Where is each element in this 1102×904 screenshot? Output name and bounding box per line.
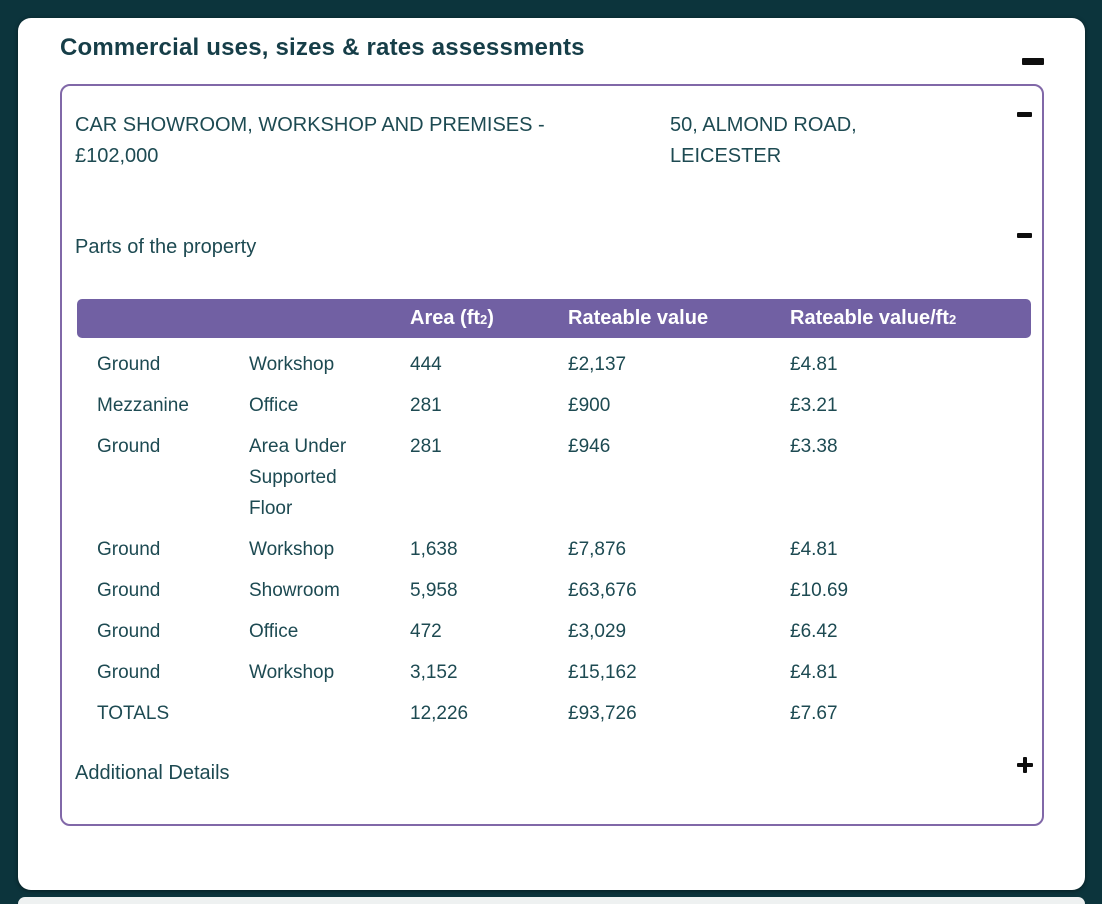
property-rateable-value: £102,000 bbox=[75, 145, 159, 167]
assessments-card bbox=[18, 18, 1085, 890]
cell-use: Workshop bbox=[249, 662, 335, 683]
table-row bbox=[77, 426, 1031, 529]
plus-icon bbox=[1017, 757, 1033, 773]
cell-rateable-value-per-ft: £3.21 bbox=[790, 395, 838, 416]
cell-area: 12,226 bbox=[410, 703, 469, 724]
cell-area: 281 bbox=[410, 436, 442, 457]
cell-use bbox=[249, 693, 410, 734]
cell-rateable-value-per-ft: £4.81 bbox=[790, 539, 838, 560]
cell-floor: TOTALS bbox=[97, 703, 170, 724]
cell-floor: Ground bbox=[97, 662, 161, 683]
cell-floor: Ground bbox=[97, 580, 161, 601]
cell-rateable-value-per-ft: £3.38 bbox=[790, 436, 838, 457]
page-title: Commercial uses, sizes & rates assessments bbox=[60, 34, 585, 61]
cell-rateable-value: £93,726 bbox=[568, 703, 637, 724]
parts-table bbox=[77, 299, 1031, 734]
collapse-parts-button[interactable] bbox=[1015, 231, 1034, 240]
cell-floor: Ground bbox=[97, 539, 161, 560]
next-card-top-edge bbox=[18, 897, 1085, 904]
table-header-rateable-value-per-ft: Rateable value/ft2 bbox=[790, 299, 1031, 338]
table-header-rateable-value: Rateable value bbox=[568, 299, 790, 338]
property-name: CAR SHOWROOM, WORKSHOP AND PREMISES - bbox=[75, 114, 545, 136]
cell-rateable-value: £3,029 bbox=[568, 621, 627, 642]
table-row bbox=[77, 385, 1031, 426]
minus-icon bbox=[1017, 112, 1032, 117]
table-row-totals bbox=[77, 693, 1031, 734]
cell-area: 3,152 bbox=[410, 662, 458, 683]
cell-rateable-value: £7,876 bbox=[568, 539, 627, 560]
cell-use: Area Under Supported Floor bbox=[249, 436, 347, 519]
cell-use: Office bbox=[249, 621, 299, 642]
cell-floor: Ground bbox=[97, 621, 161, 642]
table-row bbox=[77, 570, 1031, 611]
assessment-panel bbox=[60, 84, 1044, 826]
cell-area: 5,958 bbox=[410, 580, 458, 601]
cell-rateable-value-per-ft: £6.42 bbox=[790, 621, 838, 642]
cell-area: 1,638 bbox=[410, 539, 458, 560]
table-row bbox=[77, 338, 1031, 385]
minus-icon bbox=[1022, 58, 1044, 65]
cell-rateable-value: £946 bbox=[568, 436, 611, 457]
squared-symbol: 2 bbox=[948, 312, 957, 327]
expand-additional-details-button[interactable] bbox=[1015, 755, 1035, 775]
cell-floor: Ground bbox=[97, 436, 161, 457]
collapse-property-button[interactable] bbox=[1015, 110, 1034, 119]
cell-use: Workshop bbox=[249, 539, 335, 560]
table-row bbox=[77, 611, 1031, 652]
collapse-assessments-button[interactable] bbox=[1020, 56, 1046, 67]
squared-symbol: 2 bbox=[480, 312, 488, 327]
cell-rateable-value-per-ft: £4.81 bbox=[790, 354, 838, 375]
cell-floor: Mezzanine bbox=[97, 395, 189, 416]
cell-area: 281 bbox=[410, 395, 442, 416]
table-header-floor bbox=[77, 299, 249, 338]
table-header-row bbox=[77, 299, 1031, 338]
property-address: 50, ALMOND ROAD, LEICESTER bbox=[670, 114, 857, 167]
additional-details-heading: Additional Details bbox=[75, 762, 230, 784]
cell-use: Showroom bbox=[249, 580, 340, 601]
cell-rateable-value: £2,137 bbox=[568, 354, 627, 375]
cell-use: Office bbox=[249, 395, 299, 416]
cell-rateable-value-per-ft: £10.69 bbox=[790, 580, 849, 601]
cell-floor: Ground bbox=[97, 354, 161, 375]
table-row bbox=[77, 652, 1031, 693]
cell-rateable-value-per-ft: £7.67 bbox=[790, 703, 838, 724]
property-header bbox=[75, 110, 962, 172]
table-header-use bbox=[249, 299, 410, 338]
minus-icon bbox=[1017, 233, 1032, 238]
cell-area: 472 bbox=[410, 621, 442, 642]
table-header-area: Area (ft2) bbox=[410, 299, 568, 338]
cell-rateable-value: £15,162 bbox=[568, 662, 637, 683]
table-row bbox=[77, 529, 1031, 570]
property-name-block bbox=[75, 110, 670, 172]
cell-rateable-value: £900 bbox=[568, 395, 611, 416]
cell-area: 444 bbox=[410, 354, 442, 375]
cell-rateable-value: £63,676 bbox=[568, 580, 637, 601]
cell-rateable-value-per-ft: £4.81 bbox=[790, 662, 838, 683]
parts-of-property-heading: Parts of the property bbox=[75, 236, 257, 258]
cell-use: Workshop bbox=[249, 354, 335, 375]
